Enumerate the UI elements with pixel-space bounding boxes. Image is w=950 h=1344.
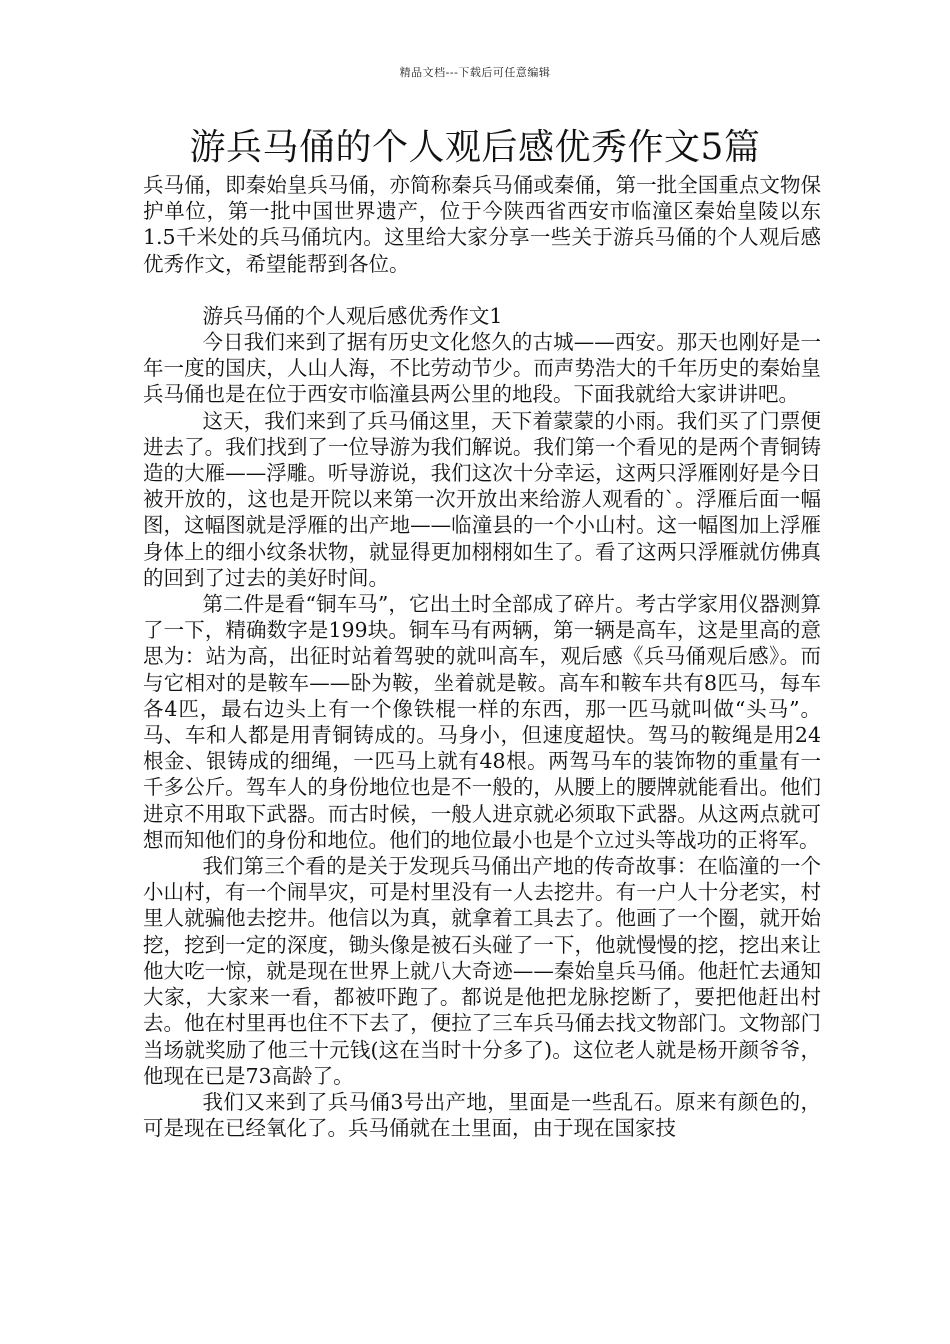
intro-paragraph: 兵马俑，即秦始皇兵马俑，亦简称秦兵马俑或秦俑，第一批全国重点文物保护单位，第一批中国世界遗产，位于今陕西省西安市临潼区秦始皇陵以东1.5千米处的兵马俑坑内。这里给大家分享一些关于游兵马俑的个人观后感优秀作文，希望能帮到各位。 — [143, 173, 821, 276]
document-body — [143, 172, 821, 1141]
document-title: 游兵马俑的个人观后感优秀作文5篇 — [189, 127, 761, 168]
body-paragraph: 我们第三个看的是关于发现兵马俑出产地的传奇故事：在临潼的一个小山村，有一个闹旱灾，可是村里没有一人去挖井。有一户人十分老实，村里人就骗他去挖井。他信以为真，就拿着工具去了。他画了一个圈，就开始挖，挖到一定的深度，锄头像是被石头碰了一下，他就慢慢的挖，挖出来让他大吃一惊，就是现在世界上就八大奇迹——秦始皇兵马俑。他赶忙去通知大家，大家来一看，都被吓跑了。都说是他把龙脉挖断了，要把他赶出村去。他在村里再也住不下去了，便拉了三车兵马俑去找文物部门。文物部门当场就奖励了他三十元钱(这在当时十分多了)。这位老人就是杨开颜爷爷，他现在已是73高龄了。 — [143, 854, 821, 1088]
body-paragraph: 我们又来到了兵马俑3号出产地，里面是一些乱石。原来有颜色的，可是现在已经氧化了。兵马俑就在土里面，由于现在国家技 — [143, 1089, 821, 1141]
section-subheading: 游兵马俑的个人观后感优秀作文1 — [202, 303, 503, 328]
page-header: 精品文档---下载后可任意编辑 — [399, 66, 551, 79]
paragraph-spacer — [143, 277, 821, 303]
body-paragraph: 这天，我们来到了兵马俑这里，天下着蒙蒙的小雨。我们买了门票便进去了。我们找到了一位导游为我们解说。我们第一个看见的是两个青铜铸造的大雁——浮雕。听导游说，我们这次十分幸运，这两只浮雁刚好是今日被开放的，这也是开院以来第一次开放出来给游人观看的`。浮雁后面一幅图，这幅图就是浮雁的出产地——临潼县的一个小山村。这一幅图加上浮雁身体上的细小纹条状物，就显得更加栩栩如生了。看了这两只浮雁就仿佛真的回到了过去的美好时间。 — [143, 408, 821, 590]
body-paragraph: 今日我们来到了据有历史文化悠久的古城——西安。那天也刚好是一年一度的国庆，人山人海，不比劳动节少。而声势浩大的千年历史的秦始皇兵马俑也是在位于西安市临潼县两公里的地段。下面我就给大家讲讲吧。 — [143, 330, 821, 407]
body-paragraph: 第二件是看“铜车马”，它出土时全部成了碎片。考古学家用仪器测算了一下，精确数字是199块。铜车马有两辆，第一辆是高车，这是里高的意思为：站为高，出征时站着驾驶的就叫高车，观后感《兵马俑观后感》。而与它相对的是鞍车——卧为鞍，坐着就是鞍。高车和鞍车共有8匹马，每车各4匹，最右边头上有一个像铁棍一样的东西，那一匹马就叫做“头马”。马、车和人都是用青铜铸成的。马身小，但速度超快。驾马的鞍绳是用24根金、银铸成的细绳，一匹马上就有48根。两驾马车的装饰物的重量有一千多公斤。驾车人的身份地位也是不一般的，从腰上的腰牌就能看出。他们进京不用取下武器。而古时候，一般人进京就必须取下武器。从这两点就可想而知他们的身份和地位。他们的地位最小也是个立过头等战功的正将军。 — [143, 592, 821, 852]
